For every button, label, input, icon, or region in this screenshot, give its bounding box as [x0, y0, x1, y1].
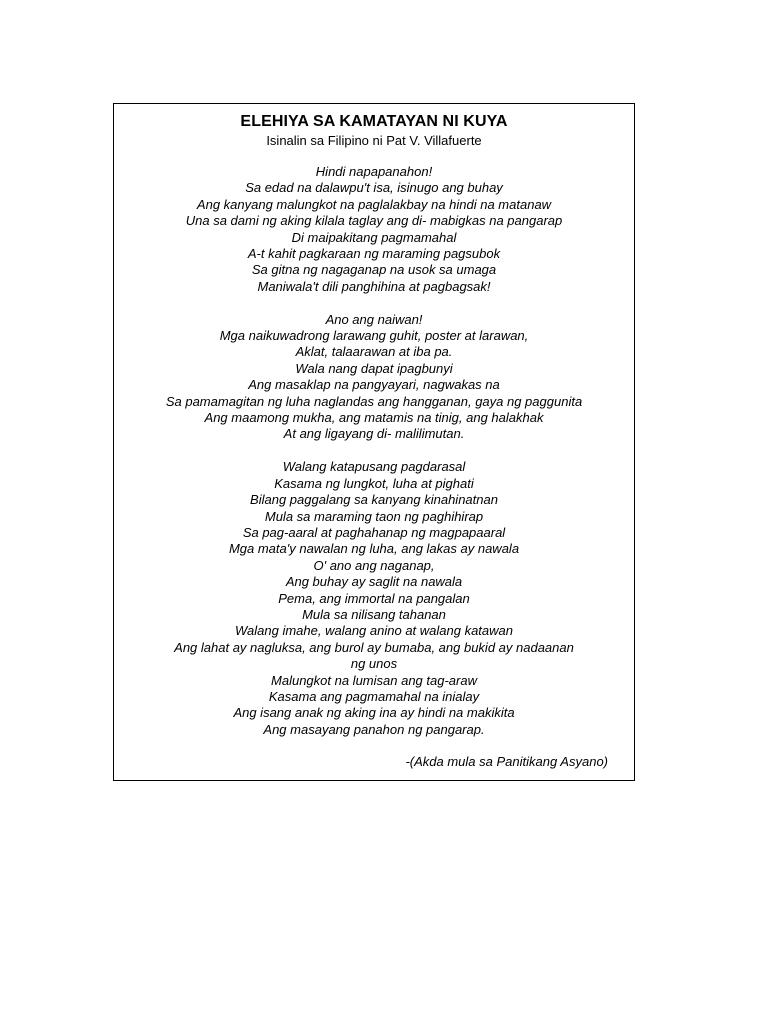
- poem-line: Sa edad na dalawpu't isa, isinugo ang buhay: [245, 180, 503, 196]
- poem-attribution: -(Akda mula sa Panitikang Asyano): [405, 754, 608, 769]
- poem-line: Sa pag-aaral at paghahanap ng magpapaaral: [242, 524, 506, 540]
- poem-line: At ang ligayang di- malilimutan.: [283, 426, 465, 442]
- poem-line: Aklat, talaarawan at iba pa.: [295, 344, 453, 360]
- poem-line: Maniwala't dili panghihina at pagbagsak!: [257, 278, 491, 294]
- poem-line: Sa pamamagitan ng luha naglandas ang hangganan, gaya ng paggunita: [165, 393, 583, 409]
- poem-line: Malungkot na lumisan ang tag-araw: [271, 672, 477, 688]
- poem-line: Wala nang dapat ipagbunyi: [295, 360, 453, 376]
- poem-subtitle: Isinalin sa Filipino ni Pat V. Villafuerte: [266, 133, 482, 148]
- stanza-1: [114, 164, 634, 295]
- poem-line: Mga mata'y nawalan ng luha, ang lakas ay nawala: [228, 541, 520, 557]
- poem-line: Ang kanyang malungkot na paglalakbay na hindi na matanaw: [196, 196, 552, 212]
- poem-line: Kasama ang pagmamahal na inialay: [268, 688, 480, 704]
- poem-line: Ang masaklap na pangyayari, nagwakas na: [248, 377, 500, 393]
- poem-line: Di maipakitang pagmamahal: [291, 229, 457, 245]
- poem-line: Ang maamong mukha, ang matamis na tinig, ang halakhak: [204, 410, 544, 426]
- poem-line: Walang katapusang pagdarasal: [282, 459, 466, 475]
- stanza-3: [114, 459, 634, 738]
- poem-line: Pema, ang immortal na pangalan: [278, 590, 470, 606]
- poem-line: Ang buhay ay saglit na nawala: [285, 574, 463, 590]
- stanza-2: [114, 312, 634, 443]
- poem-line: Ang masayang panahon ng pangarap.: [263, 721, 485, 737]
- poem-line: Ang isang anak ng aking ina ay hindi na makikita: [233, 705, 515, 721]
- poem-body: [114, 164, 634, 755]
- poem-line: Walang imahe, walang anino at walang katawan: [235, 623, 513, 639]
- poem-line: ng unos: [350, 656, 398, 672]
- poem-line: Bilang paggalang sa kanyang kinahinatnan: [250, 492, 498, 508]
- poem-line: Ano ang naiwan!: [325, 311, 423, 327]
- poem-line: A-t kahit pagkaraan ng maraming pagsubok: [247, 246, 501, 262]
- poem-line: Ang lahat ay nagluksa, ang burol ay bumaba, ang bukid ay nadaanan: [174, 639, 574, 655]
- poem-line: Una sa dami ng aking kilala taglay ang di- mabigkas na pangarap: [185, 213, 563, 229]
- poem-line: Kasama ng lungkot, luha at pighati: [274, 475, 474, 491]
- poem-box: [113, 103, 635, 781]
- poem-line: Hindi napapanahon!: [315, 164, 433, 179]
- poem-line: Mula sa nilisang tahanan: [302, 606, 446, 622]
- poem-line: Sa gitna ng nagaganap na usok sa umaga: [251, 262, 497, 278]
- poem-title: ELEHIYA SA KAMATAYAN NI KUYA: [240, 113, 508, 130]
- poem-line: Mula sa maraming taon ng paghihirap: [264, 508, 484, 524]
- poem-line: O' ano ang naganap,: [313, 557, 435, 573]
- poem-line: Mga naikuwadrong larawang guhit, poster at larawan,: [219, 328, 529, 344]
